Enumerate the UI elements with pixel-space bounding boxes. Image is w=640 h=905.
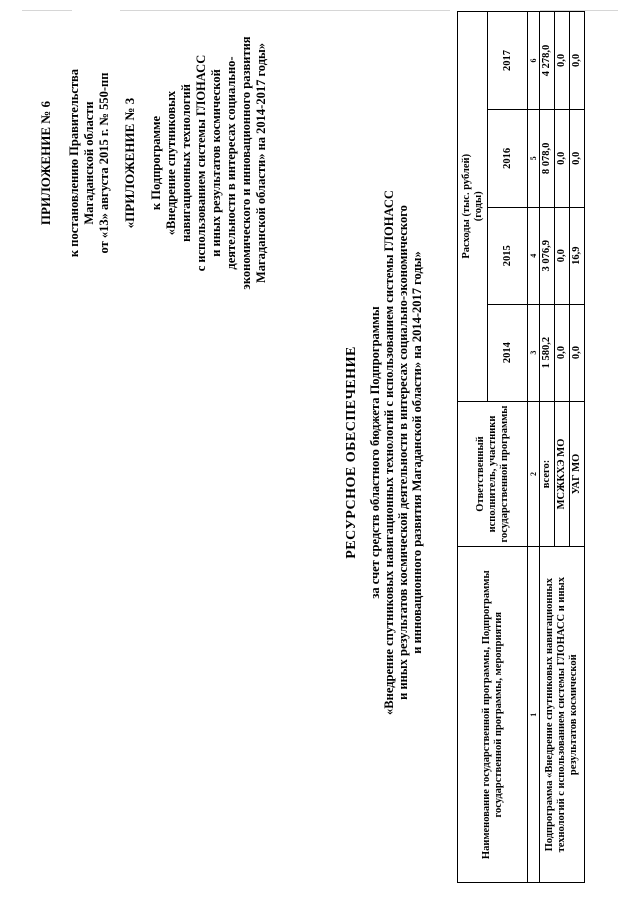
subprogram-line: «Внедрение спутниковых (164, 90, 178, 236)
appendix-header (38, 23, 269, 303)
header-year: 2016 (488, 109, 528, 207)
title-line: «Внедрение спутниковых навигационных технологий с использованием системы ГЛОНАСС (382, 190, 396, 715)
header-executor: Ответственный исполнитель, участники государственной программы (458, 401, 528, 547)
value-cell: 3 076,9 (540, 207, 555, 304)
appendix-number: ПРИЛОЖЕНИЕ № 6 (38, 100, 53, 226)
column-number: 3 (528, 304, 540, 401)
column-number: 6 (528, 12, 540, 110)
column-number: 1 (528, 547, 540, 883)
value-cell: 0,0 (555, 109, 570, 207)
document-title (344, 0, 424, 905)
title-line: за счет средств областного бюджета Подпрограммы (368, 306, 382, 599)
main-title: РЕСУРСНОЕ ОБЕСПЕЧЕНИЕ (344, 346, 359, 559)
value-cell: 16,9 (570, 207, 585, 304)
subprogram-line: экономического и инновационного развития (239, 36, 253, 290)
decree-line-3: от «13» августа 2015 г. № 550-пп (97, 72, 111, 254)
value-cell: 0,0 (555, 12, 570, 110)
header-year: 2015 (488, 207, 528, 304)
subprogram-name-cell: Подпрограмма «Внедрение спутниковых навигационных технологий с использованием системы ГЛОНАСС и иных результатов космической (540, 547, 585, 883)
table-row (540, 12, 555, 883)
header-year: 2017 (488, 12, 528, 110)
subprogram-line: и иных результатов космической (209, 69, 223, 257)
appendix-number-2: «ПРИЛОЖЕНИЕ № 3 (122, 97, 137, 229)
column-number: 2 (528, 401, 540, 547)
header-expenses-years-label: (годы) (472, 191, 484, 222)
decree-line-2: Магаданской области (82, 101, 96, 225)
decree-line-1: к постановлению Правительства (67, 68, 81, 258)
value-cell: 0,0 (570, 109, 585, 207)
resource-table (457, 11, 585, 883)
column-number: 5 (528, 109, 540, 207)
subprogram-line: деятельности в интересах социально- (224, 56, 238, 270)
value-cell: 0,0 (570, 12, 585, 110)
header-expenses (458, 12, 488, 402)
value-cell: 0,0 (555, 304, 570, 401)
header-name: Наименование государственной программы, Подпрограммы государственной программы, мероприятия (458, 547, 528, 883)
title-line: и иных результатов космической деятельности в интересах социально-экономического (396, 205, 410, 700)
value-cell: 0,0 (555, 207, 570, 304)
executor-cell: УАГ МО (570, 401, 585, 547)
subprogram-line: навигационных технологий (179, 84, 193, 242)
table-header-row (458, 12, 488, 883)
subprogram-line: с использованием системы ГЛОНАСС (194, 54, 208, 272)
subprogram-line: Магаданской области» на 2014-2017 годы» (254, 42, 268, 284)
column-number: 4 (528, 207, 540, 304)
value-cell: 0,0 (570, 304, 585, 401)
value-cell: 4 278,0 (540, 12, 555, 110)
header-expenses-label: Расходы (тыс. рублей) (460, 153, 472, 259)
value-cell: 8 078,0 (540, 109, 555, 207)
value-cell: 1 580,2 (540, 304, 555, 401)
executor-cell: всего: (540, 401, 555, 547)
header-year: 2014 (488, 304, 528, 401)
executor-cell: МСЖКХЭ МО (555, 401, 570, 547)
table-column-numbers-row (528, 12, 540, 883)
title-line: и инновационного развития Магаданской области» на 2014-2017 годы» (410, 251, 424, 654)
subprogram-line: к Подпрограмме (149, 115, 163, 211)
